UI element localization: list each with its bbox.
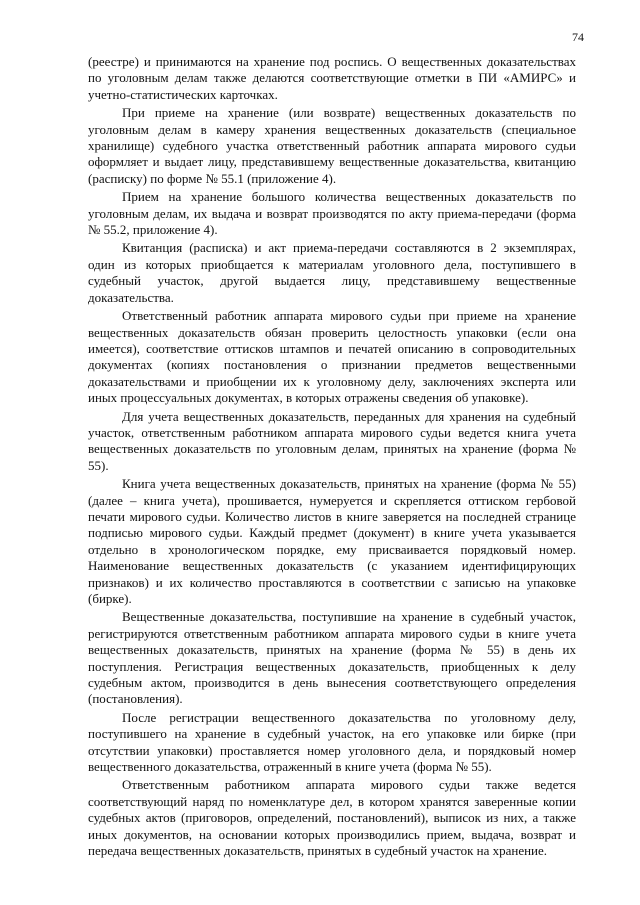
paragraph-6: Для учета вещественных доказательств, переданных для хранения на судебный участок, ответственным работником аппарата мирового судьи ведется книга учета вещественных доказательств по уголовным делам, принятых на хранение (форма № 55). (88, 408, 576, 473)
paragraph-1: (реестре) и принимаются на хранение под роспись. О вещественных доказательствах по уголовным делам также делаются соответствующие отметки в ПИ «АМИРС» и учетно-статистических карточках. (88, 54, 576, 102)
paragraph-8: Вещественные доказательства, поступившие на хранение в судебный участок, регистрируются ответственным работником аппарата мирового судьи в книге учета вещественных доказательств, принятых на хранение (форма № 55) в день их поступления. Регистрация вещественных доказательств, приобщенных к делу судебным актом, производится в день вынесения соответствующего определения (постановления). (88, 609, 576, 707)
paragraph-4: Квитанция (расписка) и акт приема-передачи составляются в 2 экземплярах, один из которых приобщается к материалам уголовного дела, поступившего в судебный участок, другой выдается лицу, представившему вещественные доказательства. (88, 240, 576, 305)
page-number: 74 (572, 30, 584, 44)
paragraph-3: Прием на хранение большого количества вещественных доказательств по уголовным делам, их выдача и возврат производятся по акту приема-передачи (форма № 55.2, приложение 4). (88, 189, 576, 238)
paragraph-9: После регистрации вещественного доказательства по уголовному делу, поступившего на хранение в судебный участок, на его упаковке или бирке (при отсутствии упаковки) проставляется номер уголовного дела, и порядковый номер вещественного доказательства, отраженный в книге учета (форма № 55). (88, 709, 576, 775)
paragraph-7: Книга учета вещественных доказательств, принятых на хранение (форма № 55) (далее – книга учета), прошивается, нумеруется и скрепляется оттиском гербовой печати мирового судьи. Количество листов в книге заверяется на последней странице подписью мирового судьи. Каждый предмет (документ) в книге учета указывается отдельно в хронологическом порядке, ему присваивается порядковый номер. Наименование вещественных доказательств (с указанием идентифицирующих признаков) и их количество проставляются в соответствии с записью на упаковке (бирке). (88, 476, 576, 606)
paragraph-5: Ответственный работник аппарата мирового судьи при приеме на хранение вещественных доказательств обязан проверить целостность упаковки (если она имеется), соответствие оттисков штампов и печатей описанию в сопроводительных документах (копиях постановления о признании предметов вещественными доказательствами и приобщении их к уголовному делу, заключениях эксперта или иных процессуальных документах, в которых отражены сведения об упаковке). (88, 308, 576, 406)
paragraph-2: При приеме на хранение (или возврате) вещественных доказательств по уголовным делам в камеру хранения вещественных доказательств (специальное хранилище) судебного участка ответственный работник аппарата мирового судьи оформляет и выдает лицу, представившему вещественные доказательства, квитанцию (расписку) по форме № 55.1 (приложение 4). (88, 105, 576, 186)
paragraph-10: Ответственным работником аппарата мирового судьи также ведется соответствующий наряд по номенклатуре дел, в котором хранятся заверенные копии судебных актов (приговоров, определений, постановлений), выписок из них, а также иных документов, на основании которых производились прием, выдача, возврат и передача вещественных доказательств, принятых в судебный участок на хранение. (88, 777, 576, 859)
body-text (88, 54, 576, 862)
